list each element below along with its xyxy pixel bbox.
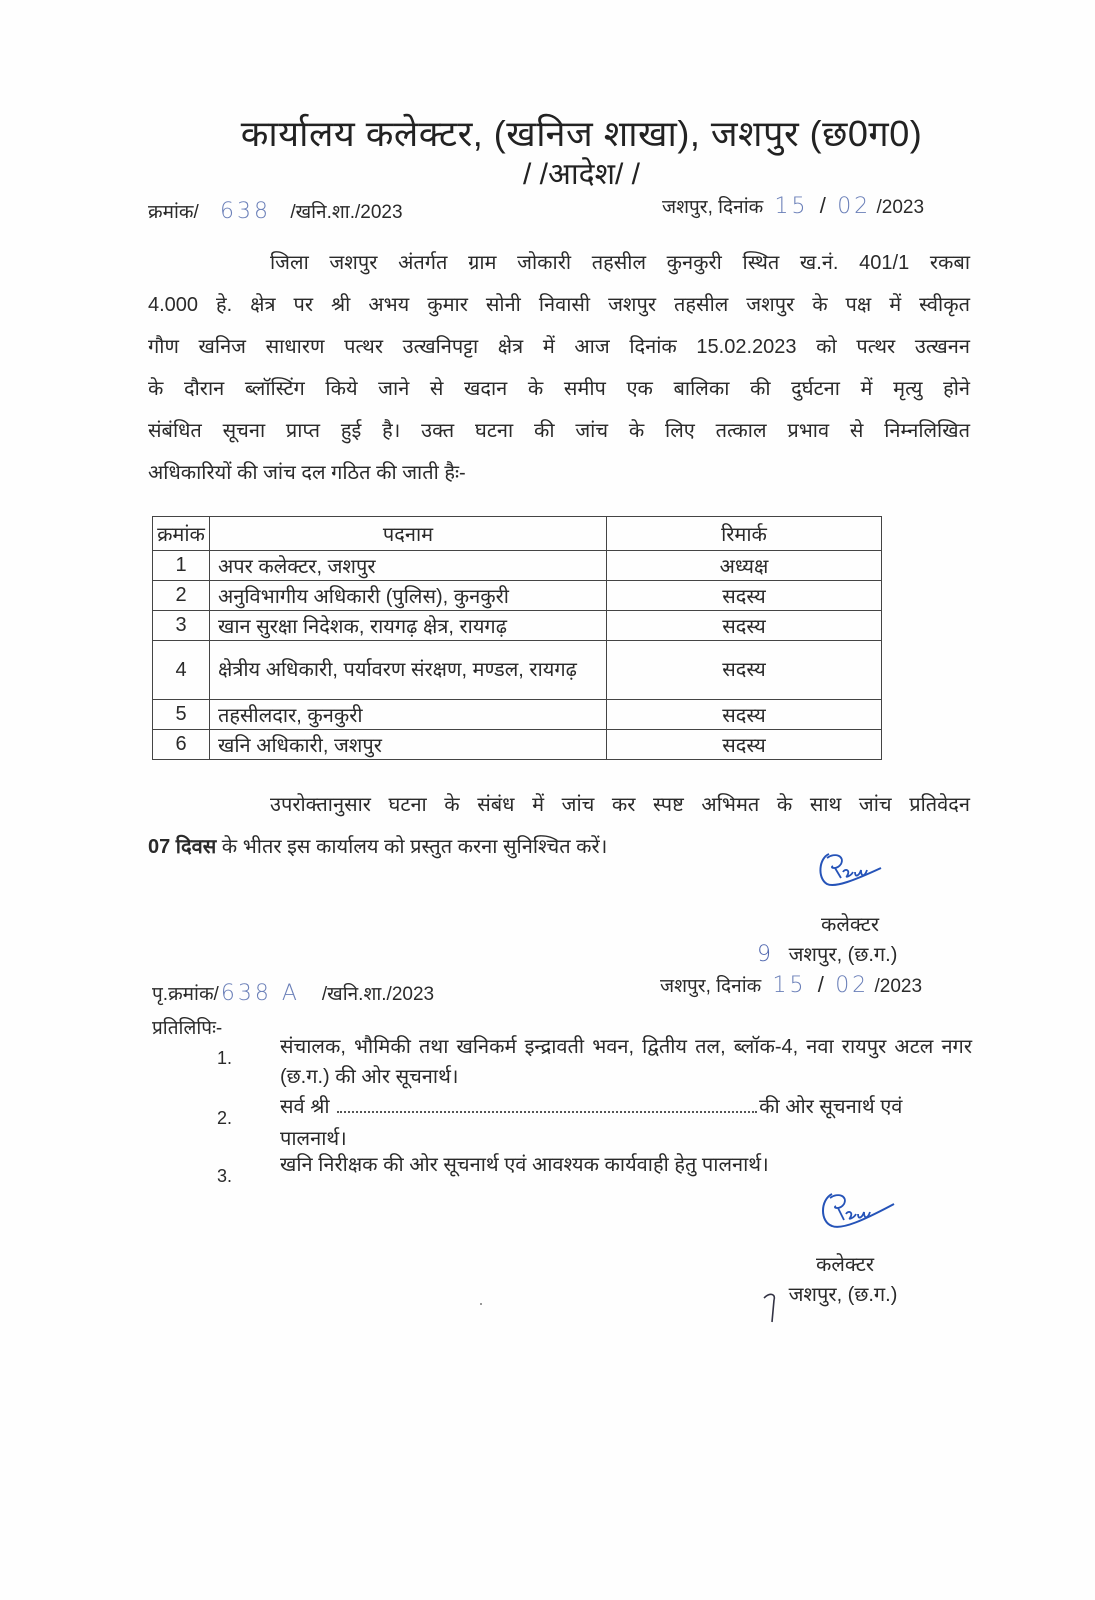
endorsement-date-year: /2023 (874, 976, 923, 997)
paragraph-line: के दौरान ब्लॉस्टिंग किये जाने से खदान के समीप एक बालिका की दुर्घटना में मृत्यु होने (148, 378, 970, 400)
copies-heading: प्रतिलिपिः- (152, 1018, 223, 1039)
endorsement-ref-number (152, 980, 434, 1006)
paragraph-line: जिला जशपुर अंतर्गत ग्राम जोकारी तहसील कुनकुरी स्थित ख.नं. 401/1 रकबा (270, 252, 970, 274)
header-remark: रिमार्क (607, 517, 882, 551)
table-row (153, 730, 882, 760)
office-title: कार्यालय कलेक्टर, (खनिज शाखा), जशपुर (छ0ग0) (240, 113, 923, 154)
order-heading: / /आदेश/ / (523, 158, 640, 191)
date-year: /2023 (876, 197, 925, 218)
endorsement-number-handwritten: 638 A (220, 981, 300, 1006)
table-header-row (153, 517, 882, 551)
paragraph-line: संबंधित सूचना प्राप्त हुई है। उक्त घटना की जांच के लिए तत्काल प्रभाव से निम्नलिखित (148, 420, 970, 442)
row-serial: 2 (153, 581, 210, 611)
signature-1-image (815, 848, 885, 890)
signature-2-place: जशपुर, (छ.ग.) (788, 1284, 898, 1306)
body-paragraph (148, 242, 970, 494)
row-remark: अध्यक्ष (607, 551, 882, 581)
instruction-line-1: उपरोक्तानुसार घटना के संबंध में जांच कर स्पष्ट अभिमत के साथ जांच प्रतिवेदन (270, 794, 970, 816)
paragraph-line: अधिकारियों की जांच दल गठित की जाती हैः- (148, 462, 466, 484)
signature-1-handwritten-mark: 9 (757, 942, 771, 967)
copy-item-text (280, 1092, 972, 1122)
table-row (153, 700, 882, 730)
signature-1-place: जशपुर, (छ.ग.) (788, 944, 898, 966)
row-designation: अनुविभागीय अधिकारी (पुलिस), कुनकुरी (210, 581, 607, 611)
signature-1-designation: कलेक्टर (820, 914, 880, 936)
copy-item-suffix: की ओर सूचनार्थ एवं (759, 1096, 903, 1118)
instruction-line-2-rest: के भीतर इस कार्यालय को प्रस्तुत करना सुनिश्चित करें। (216, 836, 608, 858)
row-remark: सदस्य (607, 581, 882, 611)
endorsement-date-label: जशपुर, दिनांक (660, 976, 762, 997)
copy-item-number: 2. (217, 1108, 233, 1128)
row-serial: 4 (153, 641, 210, 700)
copy-item-text: खनि निरीक्षक की ओर सूचनार्थ एवं आवश्यक कार्यवाही हेतु पालनार्थ। (280, 1154, 769, 1176)
endorsement-ref-suffix: /खनि.शा./2023 (321, 984, 435, 1005)
header-designation: पदनाम (210, 517, 607, 551)
row-designation: क्षेत्रीय अधिकारी, पर्यावरण संरक्षण, मण्डल, रायगढ़ (210, 641, 607, 700)
row-designation: खनि अधिकारी, जशपुर (210, 730, 607, 760)
copy-item-prefix: सर्व श्री (280, 1096, 330, 1118)
handwritten-tick-mark (762, 1290, 782, 1326)
table-row (153, 581, 882, 611)
signature-2-image (818, 1188, 898, 1234)
copy-item-continuation: पालनार्थ। (280, 1128, 347, 1150)
row-remark: सदस्य (607, 611, 882, 641)
row-designation: अपर कलेक्टर, जशपुर (210, 551, 607, 581)
order-ref-label: क्रमांक/ (148, 202, 199, 223)
order-ref-number (148, 198, 403, 224)
row-designation: तहसीलदार, कुनकुरी (210, 700, 607, 730)
paragraph-line: 4.000 हे. क्षेत्र पर श्री अभय कुमार सोनी निवासी जशपुर तहसील जशपुर के पक्ष में स्वीकृत (148, 294, 970, 316)
row-remark: सदस्य (607, 730, 882, 760)
endorsement-ref-label: पृ.क्रमांक/ (152, 984, 219, 1005)
copy-item-number: 1. (217, 1048, 233, 1068)
committee-table (152, 516, 882, 760)
row-serial: 6 (153, 730, 210, 760)
row-serial: 3 (153, 611, 210, 641)
endorsement-month-handwritten: 02 (835, 973, 870, 998)
row-serial: 1 (153, 551, 210, 581)
order-number-handwritten: 638 (220, 199, 272, 224)
row-designation: खान सुरक्षा निदेशक, रायगढ़ क्षेत्र, रायगढ़ (210, 611, 607, 641)
copy-item-text: संचालक, भौमिकी तथा खनिकर्म इन्द्रावती भवन, द्वितीय तल, ब्लॉक-4, नवा रायपुर अटल नगर (छ.ग.) की ओर सूचनार्थ। (280, 1036, 972, 1088)
order-ref-suffix: /खनि.शा./2023 (290, 202, 403, 223)
row-remark: सदस्य (607, 700, 882, 730)
table-row (153, 641, 882, 700)
endorsement-ref-date: जशपुर, दिनांक 15 / 02 /2023 (660, 972, 923, 998)
day-handwritten: 15 (774, 194, 809, 219)
copy-item-number: 3. (217, 1166, 233, 1186)
paragraph-line: गौण खनिज साधारण पत्थर उत्खनिपट्टा क्षेत्र में आज दिनांक 15.02.2023 को पत्थर उत्खनन (148, 336, 970, 358)
table-row (153, 551, 882, 581)
month-handwritten: 02 (837, 194, 872, 219)
signature-2-designation: कलेक्टर (815, 1254, 875, 1276)
row-serial: 5 (153, 700, 210, 730)
blank-fill-line (337, 1097, 757, 1113)
scan-speck (480, 1303, 482, 1305)
endorsement-day-handwritten: 15 (772, 973, 807, 998)
row-remark: सदस्य (607, 641, 882, 700)
order-ref-date: जशपुर, दिनांक 15 / 02 /2023 (662, 193, 925, 219)
table-row (153, 611, 882, 641)
deadline-days: 07 दिवस (148, 836, 217, 858)
header-serial: क्रमांक (153, 517, 210, 551)
date-label: जशपुर, दिनांक (662, 197, 764, 218)
